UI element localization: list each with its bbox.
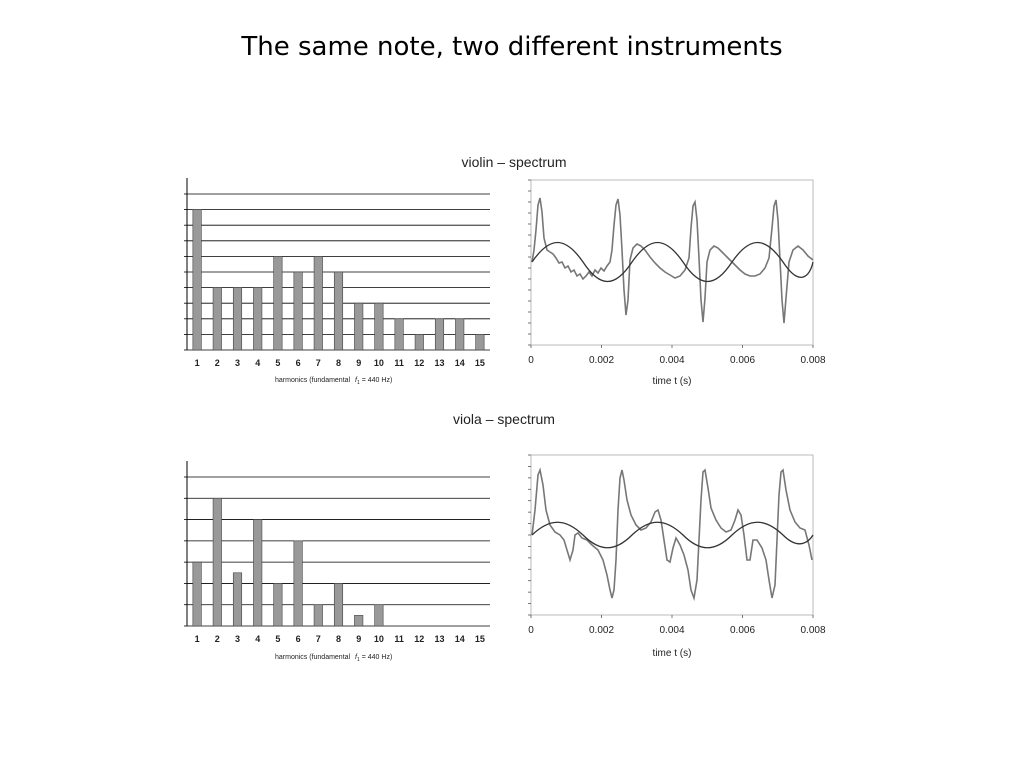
violin-axes bbox=[184, 178, 187, 350]
bar-harmonic-14 bbox=[455, 319, 463, 350]
bar-harmonic-11 bbox=[395, 319, 403, 350]
x-tick-label: 5 bbox=[275, 358, 281, 368]
viola-x-axis-label: harmonics (fundamental $f_1 = 440$ Hz) bbox=[275, 654, 393, 663]
violin-waveform-x-tick-labels bbox=[528, 345, 826, 366]
violin-x-tick-labels bbox=[195, 358, 485, 368]
x-tick-label: 7 bbox=[315, 634, 321, 644]
x-tick-label: 9 bbox=[356, 634, 362, 644]
x-tick-label: 14 bbox=[454, 358, 465, 368]
bar-harmonic-8 bbox=[334, 272, 342, 350]
x-tick-label: 10 bbox=[373, 358, 384, 368]
bar-harmonic-13 bbox=[435, 319, 443, 350]
x-tick-label: 1 bbox=[194, 358, 200, 368]
bar-harmonic-10 bbox=[375, 605, 383, 626]
violin-spectrum-title: violin – spectrum bbox=[461, 154, 567, 170]
viola-axes bbox=[184, 461, 187, 626]
x-tick-label: 12 bbox=[414, 634, 425, 644]
x-tick-label: 12 bbox=[414, 358, 425, 368]
violin-x-axis-label: harmonics (fundamental $f_1 = 440$ Hz) bbox=[275, 377, 393, 386]
x-tick-label: 3 bbox=[234, 358, 241, 368]
x-tick-label: 6 bbox=[295, 634, 301, 644]
x-tick-label: 6 bbox=[295, 358, 301, 368]
x-tick-label: 13 bbox=[434, 634, 445, 644]
bar-harmonic-3 bbox=[233, 573, 241, 626]
x-tick-label: 0.002 bbox=[588, 355, 615, 366]
viola-waveform-chart bbox=[528, 455, 826, 659]
x-tick-label: 5 bbox=[275, 634, 281, 644]
x-tick-label: 4 bbox=[255, 634, 261, 644]
x-tick-label: 0.008 bbox=[800, 625, 826, 636]
x-tick-label: 13 bbox=[434, 358, 445, 368]
x-tick-label: 1 bbox=[194, 634, 200, 644]
bar-harmonic-3 bbox=[233, 288, 241, 350]
slide-title: The same note, two different instruments bbox=[241, 32, 783, 62]
bar-harmonic-5 bbox=[274, 256, 282, 350]
bar-harmonic-4 bbox=[253, 288, 261, 350]
bar-harmonic-2 bbox=[213, 288, 221, 350]
bar-harmonic-9 bbox=[354, 303, 362, 350]
viola-waveform-trace bbox=[532, 470, 812, 598]
bar-harmonic-12 bbox=[415, 334, 423, 350]
viola-spectrum-chart bbox=[184, 411, 555, 663]
x-tick-label: 2 bbox=[214, 358, 220, 368]
bar-harmonic-10 bbox=[375, 303, 383, 350]
bar-harmonic-5 bbox=[274, 583, 282, 626]
x-tick-label: 0 bbox=[528, 625, 534, 636]
bar-harmonic-4 bbox=[253, 520, 261, 626]
x-tick-label: 8 bbox=[335, 634, 342, 644]
x-tick-label: 0.004 bbox=[659, 625, 685, 636]
bar-harmonic-8 bbox=[334, 583, 342, 626]
x-tick-label: 8 bbox=[335, 358, 342, 368]
x-tick-label: 10 bbox=[373, 634, 384, 644]
x-tick-label: 15 bbox=[474, 634, 485, 644]
x-tick-label: 0.008 bbox=[800, 355, 826, 366]
x-tick-label: 0 bbox=[528, 355, 534, 366]
violin-bars bbox=[193, 210, 484, 350]
x-tick-label: 11 bbox=[394, 358, 404, 368]
bar-harmonic-6 bbox=[294, 541, 302, 626]
x-tick-label: 0.002 bbox=[588, 625, 615, 636]
bar-harmonic-1 bbox=[193, 562, 201, 626]
x-tick-label: 3 bbox=[234, 634, 241, 644]
viola-waveform-x-axis-label: time t (s) bbox=[652, 648, 692, 659]
x-tick-label: 0.006 bbox=[729, 625, 756, 636]
bar-harmonic-7 bbox=[314, 256, 322, 350]
x-tick-label: 11 bbox=[394, 634, 404, 644]
violin-waveform-trace bbox=[532, 198, 813, 323]
x-tick-label: 14 bbox=[454, 634, 465, 644]
viola-x-tick-labels bbox=[195, 634, 485, 644]
x-tick-label: 4 bbox=[255, 358, 261, 368]
bar-harmonic-7 bbox=[314, 605, 322, 626]
x-tick-label: 9 bbox=[356, 358, 362, 368]
bar-harmonic-6 bbox=[294, 272, 302, 350]
bar-harmonic-1 bbox=[193, 210, 201, 350]
violin-spectrum-chart bbox=[184, 154, 567, 386]
x-tick-label: 0.006 bbox=[729, 355, 756, 366]
x-tick-label: 0.004 bbox=[659, 355, 685, 366]
bar-harmonic-2 bbox=[213, 498, 221, 626]
viola-waveform-x-tick-labels bbox=[528, 615, 826, 636]
viola-spectrum-title: viola – spectrum bbox=[453, 411, 555, 427]
x-tick-label: 15 bbox=[474, 358, 485, 368]
violin-waveform-x-axis-label: time t (s) bbox=[652, 376, 692, 387]
violin-waveform-chart bbox=[528, 180, 826, 387]
x-tick-label: 7 bbox=[315, 358, 321, 368]
bar-harmonic-15 bbox=[476, 334, 484, 350]
violin-waveform-frame bbox=[531, 180, 813, 345]
bar-harmonic-9 bbox=[354, 615, 362, 626]
x-tick-label: 2 bbox=[214, 634, 220, 644]
